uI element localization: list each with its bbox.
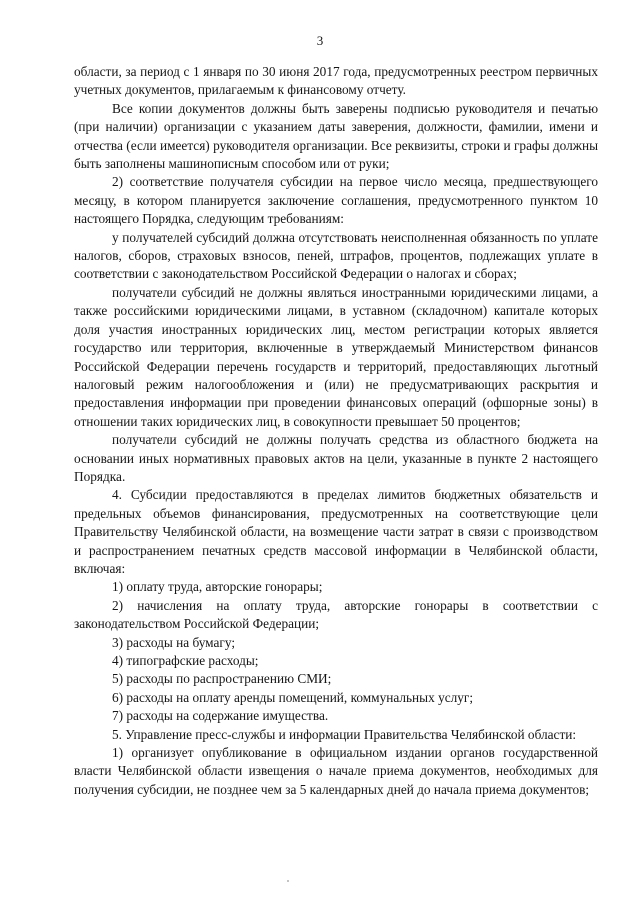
- list-item: 1) оплату труда, авторские гонорары;: [112, 579, 323, 595]
- paragraph-copies-certification: Все копии документов должны быть заверены подписью руководителя и печатью (при наличии) организации с указанием даты заверения, должности, фамилии, имени и отчества (если имеется) руководителя организации. Все реквизиты, строки и графы должны быть заполнены машинописным способом или от руки;: [74, 100, 598, 172]
- paragraph-foreign-entities: получатели субсидий не должны являться иностранными юридическими лицами, а также российскими юридическими лицами, в уставном (складочном) капитале которых доля участия иностранных юридических лиц, местом регистрации которых является государство или территория, включенные в утверждаемый Министерством финансов Российской Федерации перечень государств и территорий, предоставляющих льготный налоговый режим налогообложения и (или) не предусматривающих раскрытия и предоставления информации при проведении финансовых операций (офшорные зоны) в отношении таких юридических лиц, в совокупности превышает 50 процентов;: [74, 284, 598, 429]
- scan-speck: [287, 880, 289, 882]
- paragraph-tax-obligations: у получателей субсидий должна отсутствовать неисполненная обязанность по уплате налогов, сборов, страховых взносов, пеней, штрафов, процентов, подлежащих уплате в соответствии с законодательством Российской Федерации о налогах и сборах;: [74, 229, 598, 282]
- paragraph-section-5-item-1: 1) организует опубликование в официальном издании органов государственной власти Челябинской области извещения о начале приема документов, необходимых для получения субсидии, не позднее чем за 5 календарных дней до начала приема документов;: [74, 745, 598, 797]
- page-number: 3: [316, 33, 324, 48]
- list-item: 3) расходы на бумагу;: [112, 634, 236, 650]
- list-item: 5) расходы по распространению СМИ;: [112, 671, 332, 687]
- list-item: 2) начисления на оплату труда, авторские гонорары в соответствии с законодательством Российской Федерации;: [74, 597, 598, 632]
- paragraph-section-5: 5. Управление пресс-службы и информации Правительства Челябинской области:: [112, 726, 577, 742]
- list-item: 4) типографские расходы;: [112, 653, 259, 668]
- list-item: 6) расходы на оплату аренды помещений, коммунальных услуг;: [112, 689, 474, 705]
- document-body: [74, 63, 598, 799]
- list-item: 7) расходы на содержание имущества.: [112, 708, 329, 724]
- paragraph-requirement-2: 2) соответствие получателя субсидии на первое число месяца, предшествующего месяцу, в котором планируется заключение соглашения, предусмотренного пунктом 10 настоящего Порядка, следующим требованиям:: [74, 174, 598, 227]
- paragraph-other-funding: получатели субсидий не должны получать средства из областного бюджета на основании иных нормативных правовых актов на цели, указанные в пункте 2 настоящего Порядка.: [74, 432, 598, 484]
- paragraph-continuation: области, за период с 1 января по 30 июня 2017 года, предусмотренных реестром первичных учетных документов, прилагаемым к финансовому отчету.: [74, 64, 598, 98]
- paragraph-section-4: 4. Субсидии предоставляются в пределах лимитов бюджетных обязательств и предельных объемов финансирования, предусмотренных на соответствующие цели Правительству Челябинской области, на возмещение части затрат в связи с производством и распространением печатных средств массовой информации в Челябинской области, включая:: [74, 487, 598, 576]
